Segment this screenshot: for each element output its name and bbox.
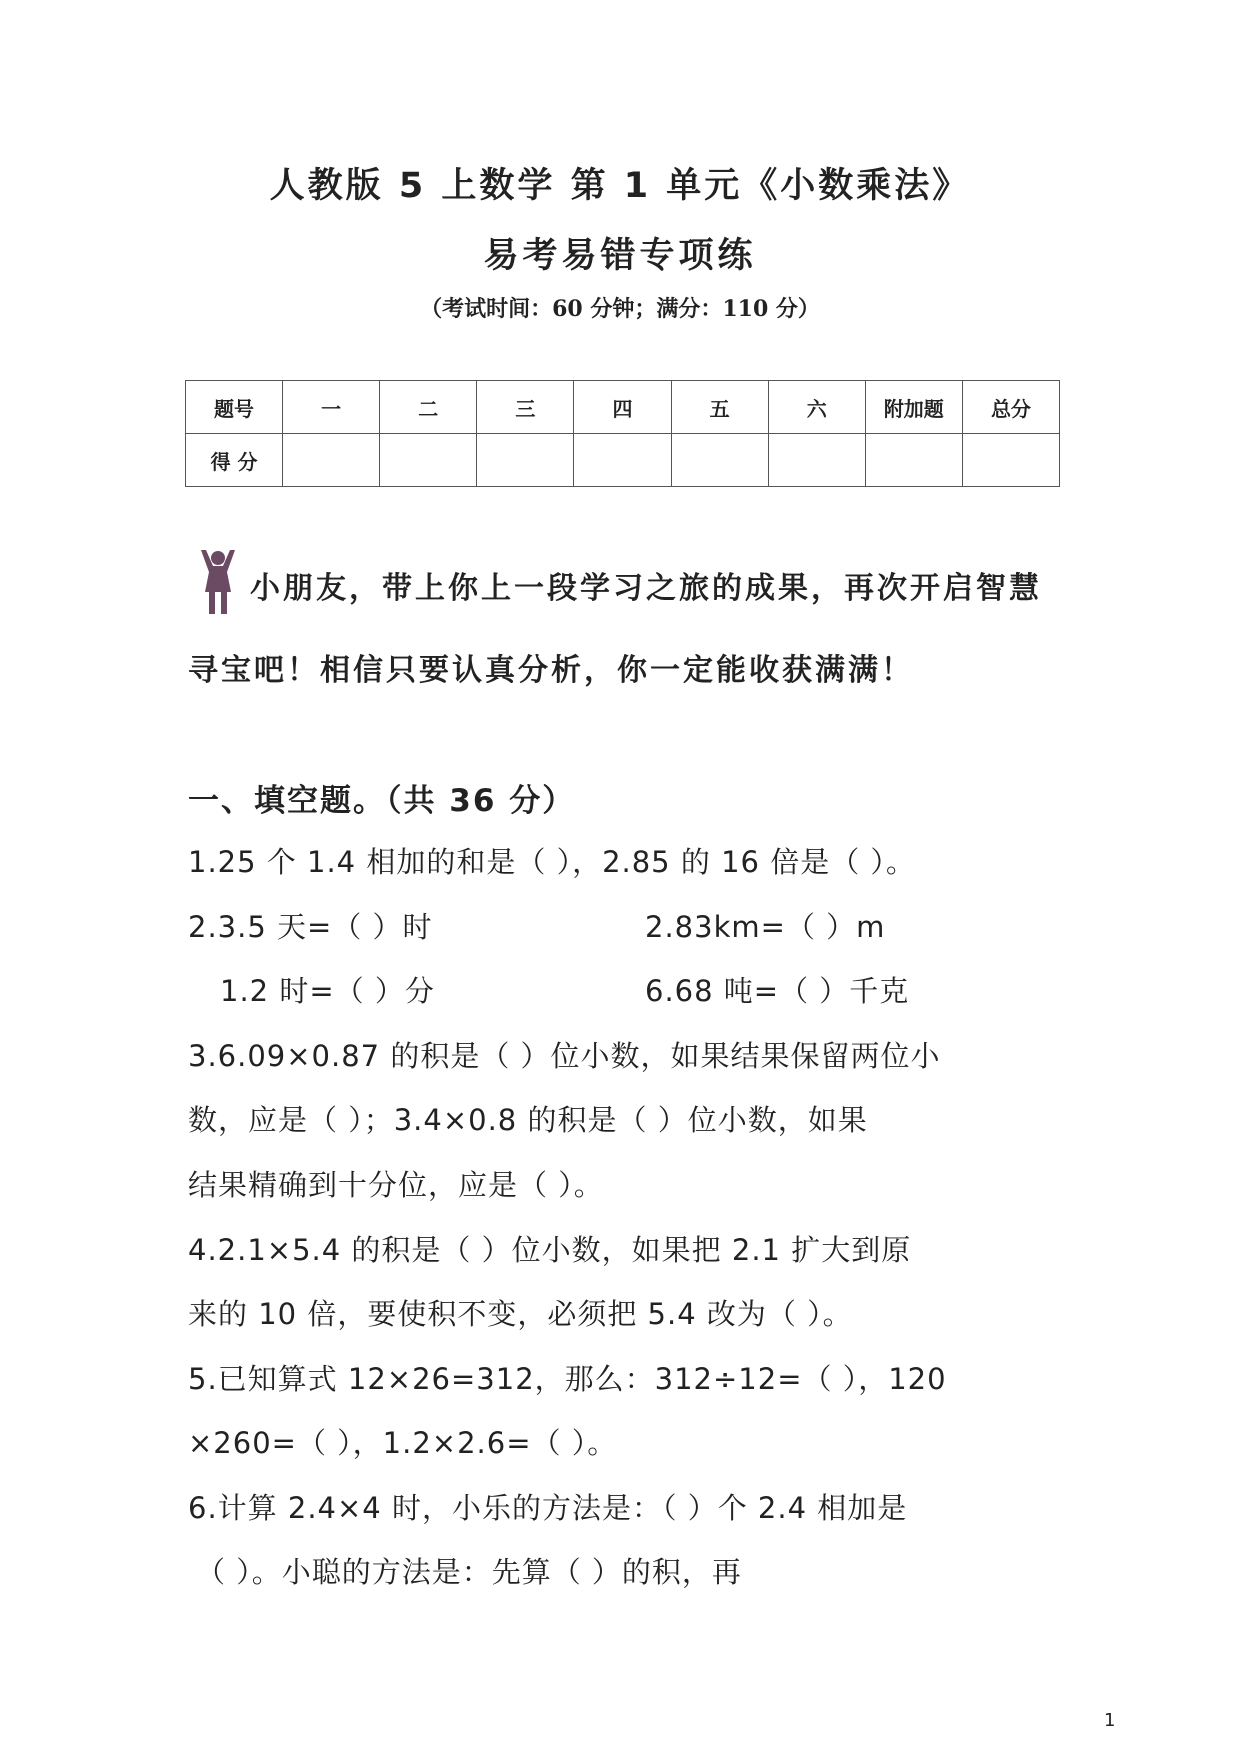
question-2b-left: 1.2 时=（ ）分 — [220, 974, 435, 1008]
table-cell: 五 — [671, 381, 768, 434]
question-4-line-1: 4.2.1×5.4 的积是（ ）位小数，如果把 2.1 扩大到原 — [188, 1233, 912, 1267]
score-input-cell[interactable] — [962, 434, 1059, 487]
question-5-line-2: ×260=（ ），1.2×2.6=（ ）。 — [188, 1426, 618, 1460]
score-input-cell[interactable] — [768, 434, 865, 487]
girl-cheering-icon — [196, 548, 240, 620]
score-input-cell[interactable] — [380, 434, 477, 487]
question-2a-left: 2.3.5 天=（ ）时 — [188, 910, 433, 944]
score-input-cell[interactable] — [477, 434, 574, 487]
page-title: 人教版 5 上数学 第 1 单元《小数乘法》 — [269, 166, 971, 206]
question-2b-right: 6.68 吨=（ ）千克 — [645, 974, 910, 1008]
score-input-cell[interactable] — [574, 434, 671, 487]
page-number: 1 — [1104, 1710, 1116, 1731]
table-cell: 二 — [380, 381, 477, 434]
table-cell: 三 — [477, 381, 574, 434]
table-cell: 附加题 — [865, 381, 962, 434]
score-table — [185, 380, 1060, 487]
score-table-score-row — [186, 434, 1060, 487]
table-cell: 题号 — [186, 381, 283, 434]
intro-line-2: 寻宝吧！相信只要认真分析，你一定能收获满满！ — [188, 653, 914, 688]
table-cell: 得 分 — [186, 434, 283, 487]
question-6-line-2: （ ）。小聪的方法是：先算（ ）的积，再 — [196, 1555, 742, 1589]
table-cell: 一 — [283, 381, 380, 434]
question-4-line-2: 来的 10 倍，要使积不变，必须把 5.4 改为（ ）。 — [188, 1297, 853, 1331]
table-cell: 六 — [768, 381, 865, 434]
score-input-cell[interactable] — [671, 434, 768, 487]
score-input-cell[interactable] — [865, 434, 962, 487]
question-5-line-1: 5.已知算式 12×26=312，那么：312÷12=（ ），120 — [188, 1362, 947, 1396]
question-3-line-1: 3.6.09×0.87 的积是（ ）位小数，如果结果保留两位小 — [188, 1039, 941, 1073]
question-6-line-1: 6.计算 2.4×4 时，小乐的方法是：（ ）个 2.4 相加是 — [188, 1491, 908, 1525]
page-subtitle: 易考易错专项练 — [483, 236, 757, 276]
intro-line-1: 小朋友，带上你上一段学习之旅的成果，再次开启智慧 — [250, 571, 1042, 606]
question-2a-right: 2.83km=（ ）m — [645, 910, 886, 944]
score-table-header-row — [186, 381, 1060, 434]
question-1: 1.25 个 1.4 相加的和是（ ），2.85 的 16 倍是（ ）。 — [188, 845, 916, 879]
question-3-line-2: 数，应是（ ）；3.4×0.8 的积是（ ）位小数，如果 — [188, 1103, 868, 1137]
score-input-cell[interactable] — [283, 434, 380, 487]
question-3-line-3: 结果精确到十分位，应是（ ）。 — [188, 1168, 604, 1202]
table-cell: 总分 — [962, 381, 1059, 434]
section-heading: 一、填空题。（共 36 分） — [188, 783, 576, 819]
table-cell: 四 — [574, 381, 671, 434]
exam-info: （考试时间：60 分钟；满分：110 分） — [420, 296, 820, 322]
